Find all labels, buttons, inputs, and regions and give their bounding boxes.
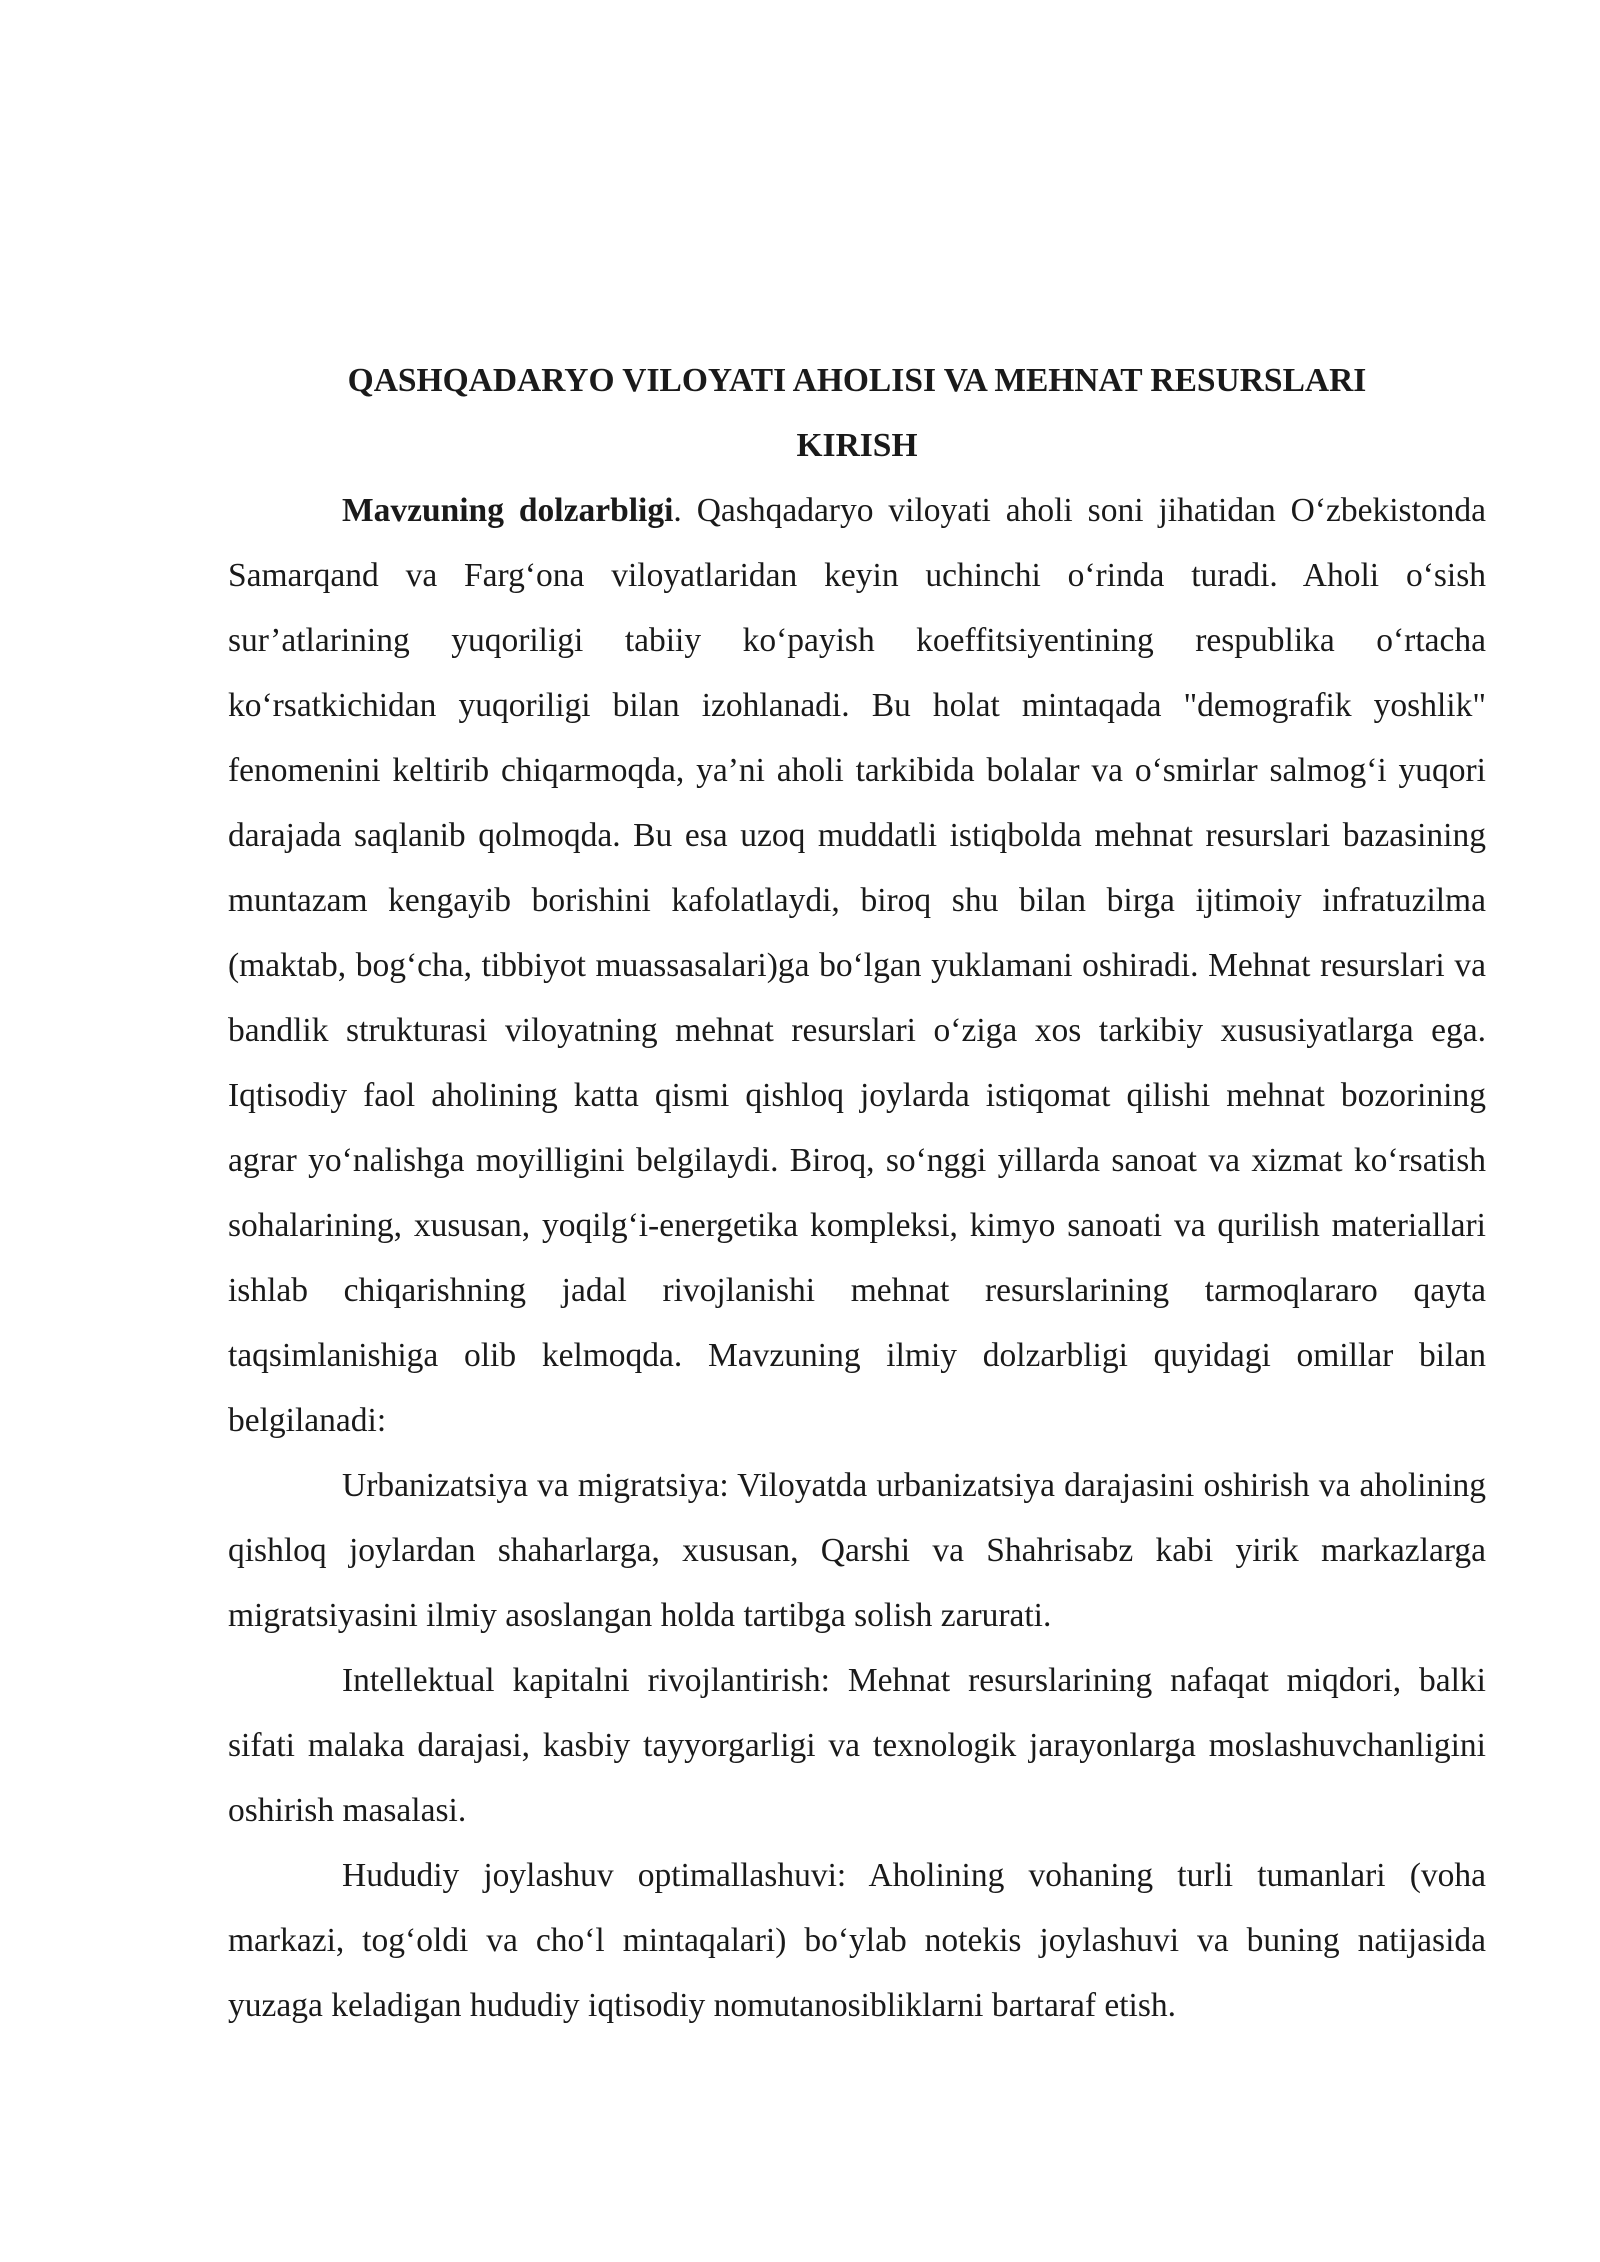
document-page [228, 348, 1486, 2038]
paragraph-intellectual-capital: Intellektual kapitalni rivojlantirish: Mehnat resurslarining nafaqat miqdori, balki sifati malaka darajasi, kasbiy tayyorgarligi va texnologik jarayonlarga moslashuvchanligini oshirish masalasi. [228, 1662, 1486, 1829]
intro-paragraph [228, 478, 1486, 1453]
paragraph-urbanization: Urbanizatsiya va migratsiya: Viloyatda urbanizatsiya darajasini oshirish va aholining qishloq joylardan shaharlarga, xususan, Qarshi va Shahrisabz kabi yirik markazlarga migratsiyasini ilmiy asoslangan holda tartibga solish zarurati. [228, 1467, 1486, 1634]
section-heading: KIRISH [796, 427, 918, 464]
intro-text: . Qashqadaryo viloyati aholi soni jihatidan O‘zbekistonda Samarqand va Farg‘ona viloyatlaridan keyin uchinchi o‘rinda turadi. Aholi o‘sish sur’atlarining yuqoriligi tabiiy ko‘payish koeffitsiyentining respublika o‘rtacha ko‘rsatkichidan yuqoriligi bilan izohlanadi. Bu holat mintaqada "demografik yoshlik" fenomenini keltirib chiqarmoqda, ya’ni aholi tarkibida bolalar va o‘smirlar salmog‘i yuqori darajada saqlanib qolmoqda. Bu esa uzoq muddatli istiqbolda mehnat resurslari bazasining muntazam kengayib borishini kafolatlaydi, biroq shu bilan birga ijtimoiy infratuzilma (maktab, bog‘cha, tibbiyot muassasalari)ga bo‘lgan yuklamani oshiradi. Mehnat resurslari va bandlik strukturasi viloyatning mehnat resurslari o‘ziga xos tarkibiy xususiyatlarga ega. Iqtisodiy faol aholining katta qismi qishloq joylarda istiqomat qilishi mehnat bozorining agrar yo‘nalishga moyilligini belgilaydi. Biroq, so‘nggi yillarda sanoat va xizmat ko‘rsatish sohalarining, xususan, yoqilg‘i-energetika kompleksi, kimyo sanoati va qurilish materiallari ishlab chiqarishning jadal rivojlanishi mehnat resurslarining tarmoqlararo qayta taqsimlanishiga olib kelmoqda. Mavzuning ilmiy dolzarbligi quyidagi omillar bilan belgilanadi: [228, 492, 1487, 1439]
document-title: QASHQADARYO VILOYATI AHOLISI VA MEHNAT RESURSLARI [347, 362, 1367, 399]
intro-lead: Mavzuning dolzarbligi [342, 492, 674, 529]
paragraph-territorial-distribution: Hududiy joylashuv optimallashuvi: Aholining vohaning turli tumanlari (voha markazi, tog‘oldi va cho‘l mintaqalari) bo‘ylab notekis joylashuvi va buning natijasida yuzaga keladigan hududiy iqtisodiy nomutanosibliklarni bartaraf etish. [228, 1857, 1486, 2024]
